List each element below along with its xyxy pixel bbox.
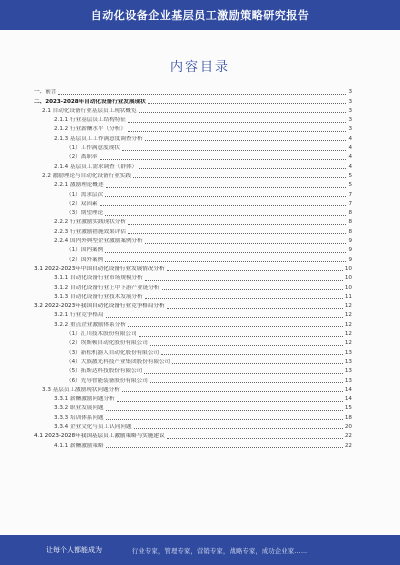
toc-entry[interactable]	[32, 394, 352, 403]
toc-entry[interactable]	[32, 254, 352, 263]
toc-entry-title: 2.1 自动化设备行业基层员工现状概览	[42, 107, 137, 114]
toc-entry[interactable]	[32, 292, 352, 301]
toc-entry[interactable]	[32, 133, 352, 142]
footer-bar	[0, 535, 400, 565]
toc-entry[interactable]	[32, 385, 352, 394]
toc-entry-page: 3	[348, 98, 352, 105]
toc-entry-title: （1）汇川技术股份有限公司	[66, 331, 137, 338]
toc-entry-title: 4.1 2023-2028年我国基层员工激励策略与实施建议	[34, 433, 165, 440]
toc-entry-page: 9	[348, 247, 352, 254]
toc-entry-title: 3.1.3 自动化设备行业技术发展分析	[54, 293, 143, 300]
toc-entry-page: 3	[348, 107, 352, 114]
toc-entry-page: 9	[348, 238, 352, 245]
toc-entry-page: 3	[348, 117, 352, 124]
toc-entry-page: 15	[344, 405, 352, 412]
toc-entry-title: （2）离职率	[66, 154, 98, 161]
toc-entry-page: 4	[348, 145, 352, 152]
toc-entry-title: 2.1.4 基层员工需求调查（群体）	[54, 163, 138, 170]
toc-entry-page: 12	[344, 312, 352, 319]
toc-entry-page: 13	[344, 377, 352, 384]
toc-leader-dots	[139, 112, 347, 113]
toc-leader-dots	[58, 94, 346, 95]
toc-leader-dots	[100, 159, 347, 160]
toc-entry[interactable]	[32, 217, 352, 226]
toc-entry[interactable]	[32, 236, 352, 245]
toc-entry[interactable]	[32, 282, 352, 291]
toc-entry[interactable]	[32, 329, 352, 338]
toc-entry-title: （3）新松机器人自动化股份有限公司	[66, 349, 160, 356]
toc-entry-page: 12	[344, 303, 352, 310]
toc-entry-page: 11	[344, 293, 352, 300]
toc-entry-page: 22	[344, 433, 352, 440]
toc-entry[interactable]	[32, 96, 352, 105]
toc-leader-dots	[122, 150, 347, 151]
toc-entry-title: 4.1.1 薪酬激励策略	[54, 442, 104, 449]
toc-leader-dots	[134, 428, 343, 429]
toc-entry[interactable]	[32, 357, 352, 366]
toc-entry-title: 2.1.1 行业基层员工结构特征	[54, 117, 126, 124]
toc-leader-dots	[145, 243, 347, 244]
toc-entry[interactable]	[32, 310, 352, 319]
toc-leader-dots	[106, 317, 343, 318]
toc-entry-title: 2.2.4 国内外典型企业激励案例分析	[54, 238, 143, 245]
toc-leader-dots	[133, 177, 346, 178]
toc-entry[interactable]	[32, 366, 352, 375]
toc-leader-dots	[122, 391, 343, 392]
toc-entry-page: 22	[344, 442, 352, 449]
toc-entry-page: 4	[348, 154, 352, 161]
toc-entry[interactable]	[32, 273, 352, 282]
toc-leader-dots	[128, 233, 346, 234]
toc-entry[interactable]	[32, 199, 352, 208]
toc-entry-title: （5）拓斯达科技股份有限公司	[66, 368, 143, 375]
toc-entry-page: 3	[348, 126, 352, 133]
toc-entry-title: 3.1.1 自动化设备行业市场规模分析	[54, 275, 143, 282]
footer-slogan: 让每个人都能成为	[46, 546, 102, 554]
toc-entry-page: 8	[348, 210, 352, 217]
toc-entry-title: （3）期望理论	[66, 210, 104, 217]
toc-entry[interactable]	[32, 412, 352, 421]
toc-leader-dots	[167, 438, 343, 439]
toc-entry-title: 3.3.1 薪酬激励问题分析	[54, 396, 115, 403]
toc-entry-title: （1）工作满意度现状	[66, 145, 120, 152]
toc-entry-title: 2.2.3 行业激励措施效果评估	[54, 228, 126, 235]
toc-entry-page: 8	[348, 228, 352, 235]
toc-entry-page: 10	[344, 275, 352, 282]
toc-entry-title: 3.1.2 自动化设备行业上中下游产业链分析	[54, 284, 160, 291]
toc-leader-dots	[144, 373, 343, 374]
toc-entry-title: 3.2.2 重点企业激励体系分析	[54, 321, 126, 328]
toc-entry-page: 18	[344, 414, 352, 421]
toc-leader-dots	[100, 205, 347, 206]
toc-entry-title: 2.2.1 激励理论概述	[54, 182, 104, 189]
toc-leader-dots	[128, 224, 346, 225]
toc-entry-page: 13	[344, 358, 352, 365]
toc-entry[interactable]	[32, 422, 352, 431]
toc-entry[interactable]	[32, 180, 352, 189]
toc-entry-page: 12	[344, 340, 352, 347]
toc-leader-dots	[105, 252, 346, 253]
toc-entry-title: 2.1.2 行业薪酬水平（分析）	[54, 126, 126, 133]
toc-entry[interactable]	[32, 189, 352, 198]
toc-entry-title: 3.3 基层员工激励现状问题分析	[42, 386, 120, 393]
toc-entry[interactable]	[32, 124, 352, 133]
toc-entry[interactable]	[32, 319, 352, 328]
toc-leader-dots	[128, 122, 346, 123]
toc-entry-page: 12	[344, 331, 352, 338]
toc-entry-title: 3.2.1 行业竞争格局	[54, 312, 104, 319]
toc-leader-dots	[145, 298, 343, 299]
toc-entry-page: 4	[348, 163, 352, 170]
toc-entry-title: （2）国外案例	[66, 256, 104, 263]
toc-entry[interactable]	[32, 264, 352, 273]
toc-entry-title: 3.3.4 企业文化与员工认同问题	[54, 423, 132, 430]
toc-leader-dots	[128, 326, 343, 327]
toc-entry[interactable]	[32, 171, 352, 180]
toc-leader-dots	[106, 447, 343, 448]
toc-entry[interactable]	[32, 161, 352, 170]
toc-leader-dots	[167, 270, 343, 271]
toc-entry[interactable]	[32, 338, 352, 347]
toc-entry-title: 3.3.3 培训体系问题	[54, 414, 104, 421]
toc-leader-dots	[128, 131, 346, 132]
toc-leader-dots	[161, 354, 343, 355]
toc-leader-dots	[150, 382, 343, 383]
toc-leader-dots	[145, 140, 347, 141]
toc-entry-title: 3.1 2022-2023年中国自动化设备行业发展情况分析	[34, 265, 165, 272]
toc-entry-page: 14	[344, 386, 352, 393]
table-of-contents	[32, 87, 352, 517]
footer-tagline: 行业专家，管理专家，营销专家，战略专家，成功企业家……	[132, 547, 308, 555]
toc-leader-dots	[148, 103, 347, 104]
toc-entry[interactable]	[32, 403, 352, 412]
toc-leader-dots	[106, 419, 343, 420]
toc-entry-page: 3	[348, 89, 352, 96]
toc-entry[interactable]	[32, 440, 352, 449]
toc-entry[interactable]	[32, 301, 352, 310]
toc-leader-dots	[105, 196, 346, 197]
toc-entry-title: 二、2023-2028年自动化设备行业发展现状	[34, 98, 146, 105]
toc-entry-page: 4	[348, 135, 352, 142]
toc-entry[interactable]	[32, 152, 352, 161]
toc-leader-dots	[145, 280, 343, 281]
toc-entry-title: （6）先导智能装备股份有限公司	[66, 377, 148, 384]
report-title: 自动化设备企业基层员工激励策略研究报告	[90, 9, 310, 22]
toc-leader-dots	[139, 168, 346, 169]
toc-entry-page: 13	[344, 368, 352, 375]
toc-entry[interactable]	[32, 347, 352, 356]
toc-leader-dots	[167, 308, 343, 309]
toc-leader-dots	[106, 410, 343, 411]
toc-entry[interactable]	[32, 87, 352, 96]
toc-entry-title: （2）双因素	[66, 200, 98, 207]
toc-entry-title: （2）埃斯顿自动化股份有限公司	[66, 340, 148, 347]
toc-entry[interactable]	[32, 115, 352, 124]
toc-entry[interactable]	[32, 375, 352, 384]
toc-entry-page: 8	[348, 219, 352, 226]
toc-entry-title: （1）需求层次	[66, 191, 104, 198]
toc-entry-page: 14	[344, 396, 352, 403]
toc-leader-dots	[117, 401, 343, 402]
toc-leader-dots	[106, 187, 347, 188]
toc-entry-page: 20	[344, 423, 352, 430]
toc-entry[interactable]	[32, 106, 352, 115]
toc-entry-page: 12	[344, 321, 352, 328]
toc-leader-dots	[105, 215, 346, 216]
toc-entry[interactable]	[32, 245, 352, 254]
toc-entry-title: （1）国内案例	[66, 247, 104, 254]
toc-entry-page: 9	[348, 256, 352, 263]
toc-entry-title: 3.2 2022-2023年我国自动化设备行业竞争格局分析	[34, 303, 165, 310]
toc-entry-title: 3.3.2 职业发展问题	[54, 405, 104, 412]
toc-entry-title: 2.2.2 行业激励实践现状分析	[54, 219, 126, 226]
toc-leader-dots	[172, 363, 343, 364]
toc-entry-title: 2.1.3 基层员工工作满意度调查分析	[54, 135, 143, 142]
toc-entry-page: 10	[344, 284, 352, 291]
toc-entry-page: 7	[348, 200, 352, 207]
toc-leader-dots	[105, 261, 346, 262]
toc-entry-page: 13	[344, 349, 352, 356]
toc-entry[interactable]	[32, 431, 352, 440]
toc-entry[interactable]	[32, 143, 352, 152]
toc-entry-page: 7	[348, 191, 352, 198]
toc-entry-page: 5	[348, 182, 352, 189]
toc-leader-dots	[139, 336, 343, 337]
toc-heading: 内容目录	[169, 60, 230, 75]
toc-entry-title: 2.2 激励理论与自动化设备行业实践	[42, 172, 131, 179]
toc-entry-title: （4）大族激光科技产业集团股份有限公司	[66, 358, 171, 365]
toc-entry-page: 10	[344, 265, 352, 272]
toc-entry-page: 5	[348, 172, 352, 179]
toc-leader-dots	[162, 289, 343, 290]
toc-entry[interactable]	[32, 208, 352, 217]
header-bar	[0, 0, 400, 30]
toc-entry[interactable]	[32, 226, 352, 235]
toc-entry-title: 一、前言	[34, 89, 57, 96]
toc-leader-dots	[150, 345, 343, 346]
